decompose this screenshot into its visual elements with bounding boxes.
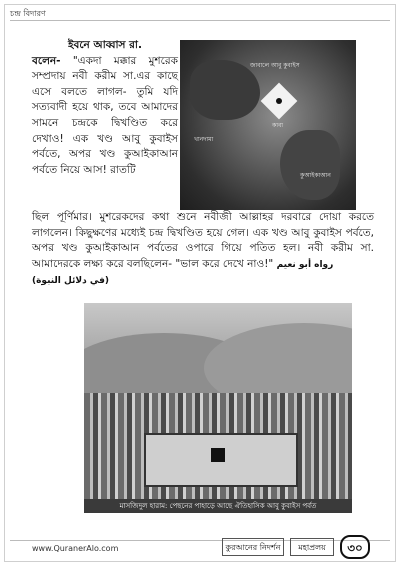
- map-label: কাবা: [272, 122, 284, 129]
- article-lead: বলেন-: [32, 54, 61, 67]
- map-label: জাবালে আবু কুবাইস: [250, 62, 300, 69]
- header-divider: [10, 20, 390, 21]
- masjid-al-haram-photo: [84, 303, 352, 499]
- footer-part-label: মহাপ্রলয়: [290, 538, 334, 556]
- article-intro: [32, 38, 178, 178]
- arabic-reference: رواه أبو نعيم: [276, 259, 334, 270]
- arabic-reference: (في دلائل النبوة): [32, 276, 109, 287]
- map-label: কুআইকাআন: [300, 172, 331, 179]
- satellite-map-image: [180, 40, 356, 210]
- article-heading: ইবনে আব্বাস রা.: [68, 39, 142, 51]
- footer-website: www.QuranerAlo.com: [32, 544, 119, 553]
- article-paragraph: "একদা মক্কার মুশরেক সম্প্রদায় নবী করীম সা.এর কাছে এসে বলতে লাগল- তুমি যদি সত্যবাদী হয়ে থাক, তবে আমাদের সামনে চন্দ্রকে দ্বিখণ্ডিত করে দেখাও! এক খণ্ড আবু কুবাইস পর্বতে, অপর খণ্ড কুআইকাআন পর্বতে নিয়ে আস! রাতটি: [32, 54, 178, 176]
- map-terrain-shape: [280, 130, 340, 200]
- article-paragraph: ছিল পূর্ণিমার। মুশরেকদের কথা শুনে নবীজী আল্লাহর দরবারে দোয়া করতে লাগলেন। কিছুক্ষণের মধ্যেই চন্দ্র দ্বিখণ্ডিত হয়ে গেল। এক খণ্ড আবু কুবাইস পর্বতে, অপর খণ্ড কুআইকাআন পর্বতের ওপারে গিয়ে পতিত হল। নবী করীম সা. আমাদেরকে লক্ষ্য করে বলছিলেন- "ভাল করে দেখে নাও!": [32, 211, 374, 270]
- footer-section-label: কুরআনের নিদর্শন: [222, 538, 284, 556]
- map-marker-dot: [276, 98, 282, 104]
- photo-caption: মাসজিদুল হারাম: পেছনের পাহাড়ে আছে ঐতিহাসিক আবু কুবাইস পর্বত: [84, 499, 352, 513]
- page-number: ৩০: [340, 535, 370, 559]
- map-label: খানদামা: [194, 136, 214, 143]
- running-header: চন্দ্র বিদারণ: [10, 9, 46, 18]
- photo-kaaba: [211, 448, 225, 462]
- article-continuation: [32, 210, 374, 290]
